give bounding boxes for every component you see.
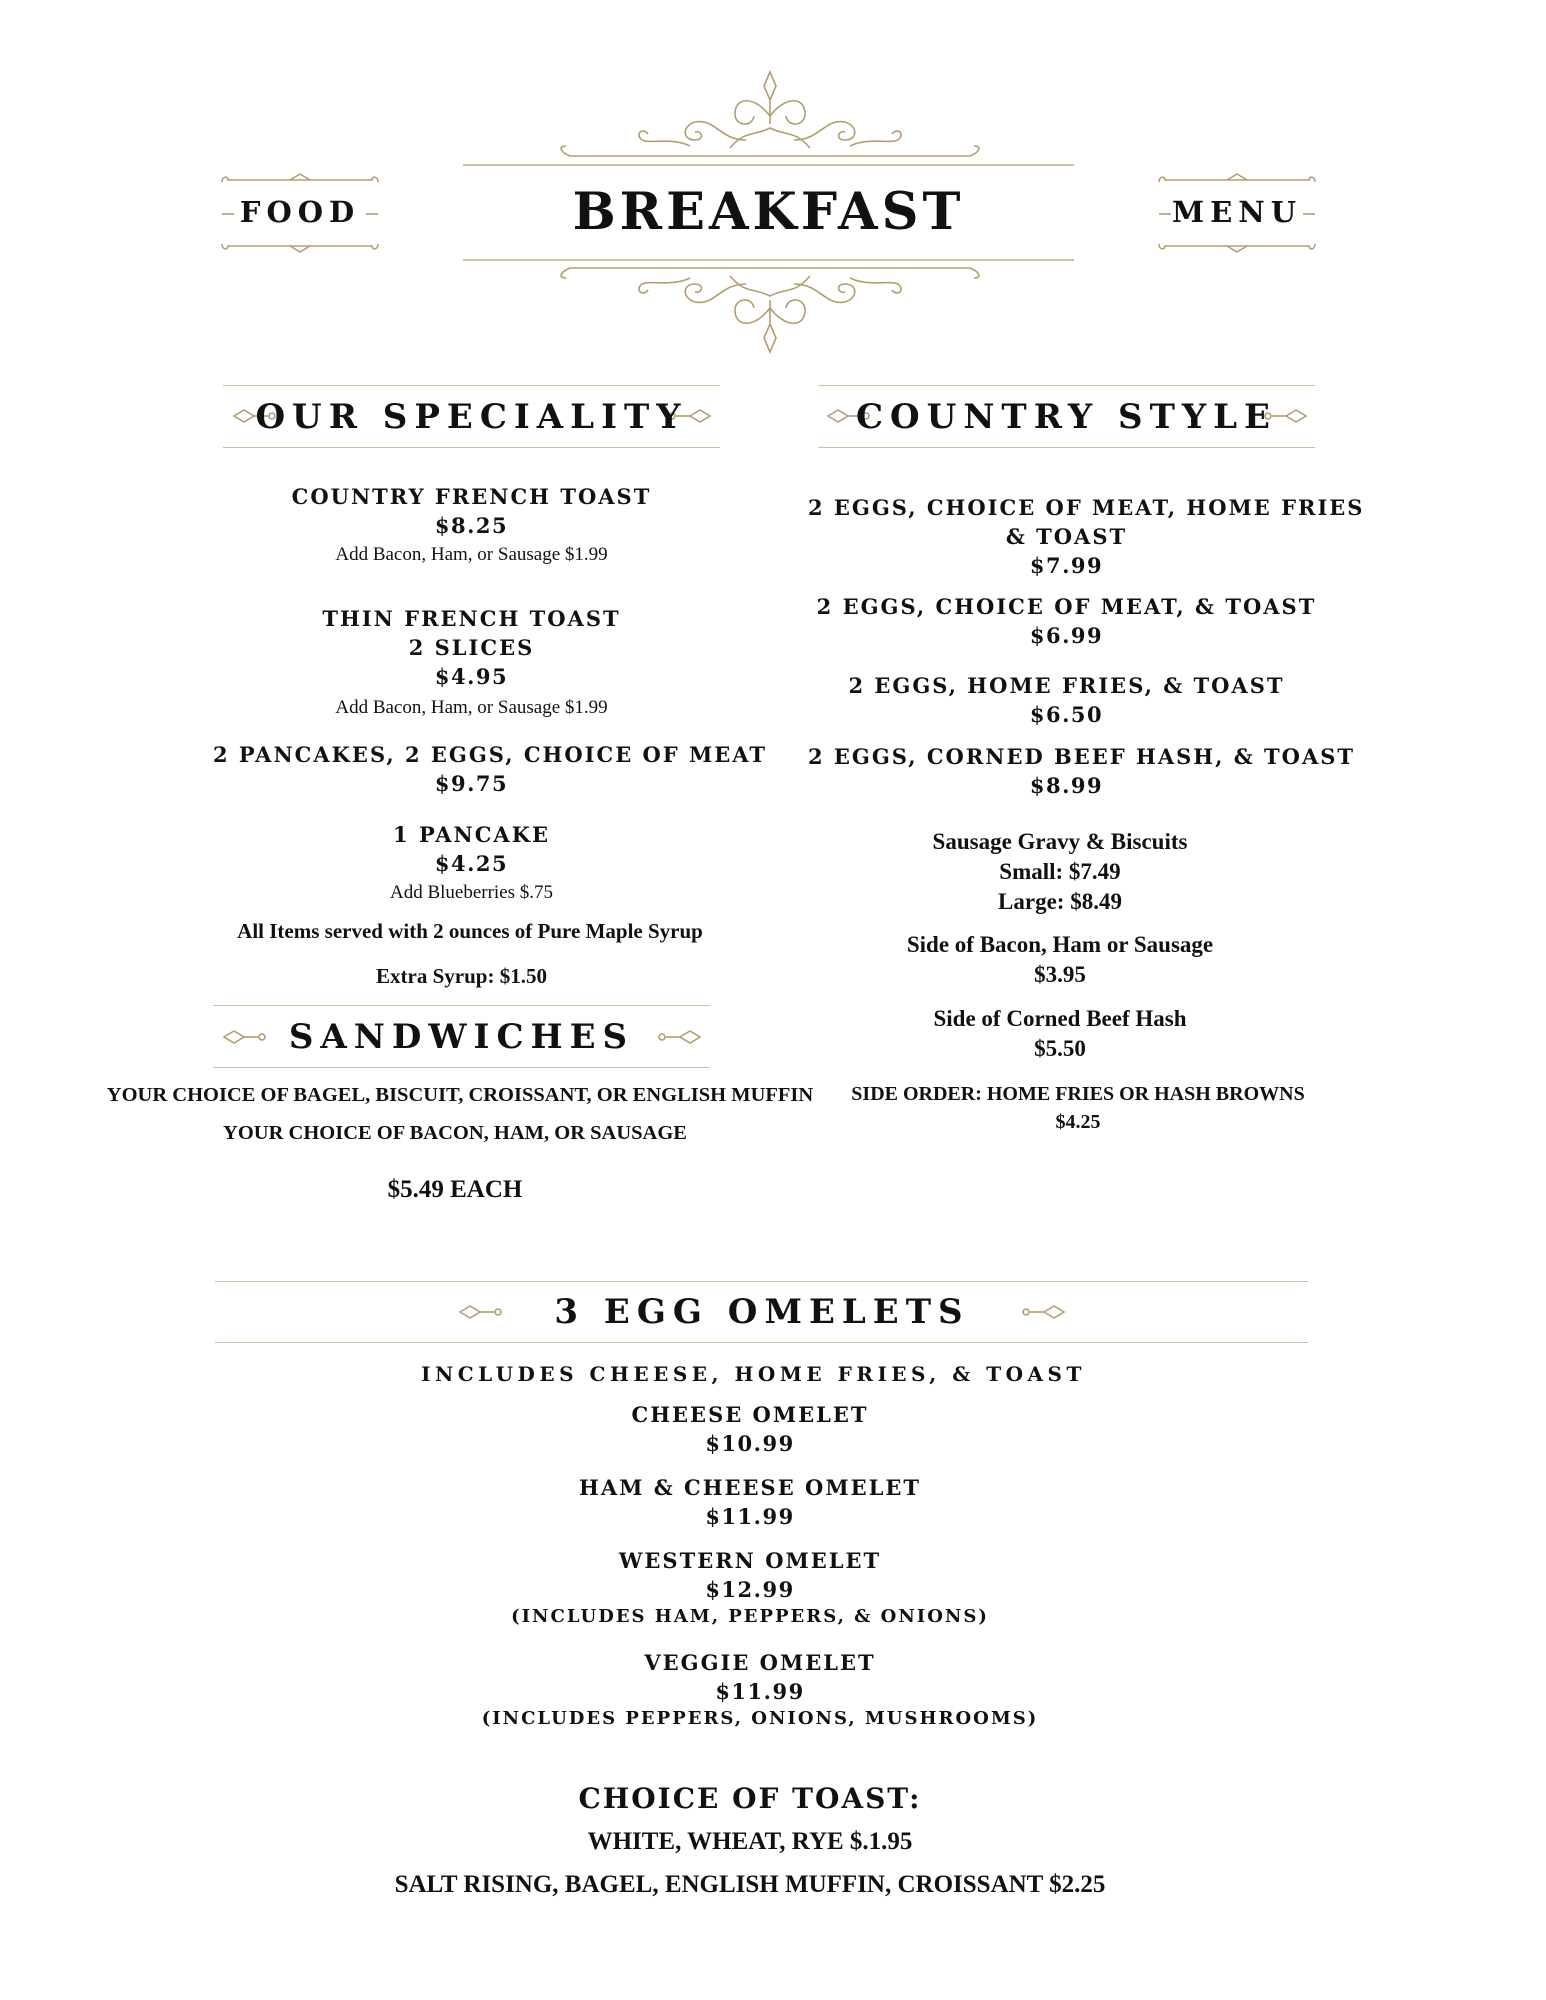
item-sub: 2 SLICES — [408, 635, 535, 660]
item-name: Side of Corned Beef Hash — [933, 1006, 1187, 1031]
title-top-rule — [463, 164, 1074, 166]
item-price: $3.95 — [1034, 962, 1086, 987]
item-price-large: Large: $8.49 — [998, 889, 1122, 914]
item-price: $6.50 — [1029, 702, 1104, 727]
item-note: Add Bacon, Ham, or Sausage $1.99 — [335, 697, 608, 718]
item-note: Add Bacon, Ham, or Sausage $1.99 — [335, 544, 608, 565]
item-price: $4.95 — [434, 664, 509, 689]
country-bottom-rule — [818, 447, 1315, 448]
item-name: COUNTRY FRENCH TOAST — [291, 484, 652, 509]
item-name: THIN FRENCH TOAST — [322, 606, 621, 631]
item-name: Sausage Gravy & Biscuits — [932, 829, 1188, 854]
country-item — [808, 592, 1325, 650]
sandwiches-title: SANDWICHES — [288, 1017, 635, 1057]
item-price: $5.50 — [1034, 1036, 1086, 1061]
speciality-item — [223, 820, 720, 906]
item-name: 2 EGGS, CHOICE OF MEAT, & TOAST — [816, 594, 1317, 619]
omelet-item — [480, 1648, 1040, 1732]
country-top-rule — [818, 385, 1315, 386]
item-price: $10.99 — [705, 1431, 795, 1456]
item-price-small: Small: $7.49 — [999, 859, 1121, 884]
sandwiches-top-rule — [213, 1005, 710, 1006]
country-item — [808, 671, 1325, 729]
top-filigree-ornament — [530, 66, 1010, 166]
speciality-item — [223, 604, 720, 721]
item-price: $11.99 — [705, 1504, 795, 1529]
item-price: $11.99 — [715, 1679, 805, 1704]
omelets-bottom-rule — [215, 1342, 1308, 1343]
item-name: 2 PANCAKES, 2 EGGS, CHOICE OF MEAT — [213, 742, 768, 767]
speciality-item — [223, 482, 720, 568]
item-price: $6.99 — [1029, 623, 1104, 648]
item-name: 1 PANCAKE — [393, 822, 550, 847]
item-price: $4.25 — [1055, 1111, 1101, 1133]
side-hash-item — [880, 1004, 1240, 1064]
country-item — [808, 742, 1356, 800]
item-name: 2 EGGS, CORNED BEEF HASH, & TOAST — [808, 744, 1356, 769]
omelets-top-rule — [215, 1281, 1308, 1282]
food-label: FOOD — [239, 195, 361, 229]
toast-specialty-options: SALT RISING, BAGEL, ENGLISH MUFFIN, CROISSANT $2.25 — [394, 1871, 1106, 1898]
omelet-item — [520, 1473, 980, 1531]
speciality-bottom-rule — [223, 447, 720, 448]
syrup-note: All Items served with 2 ounces of Pure Maple Syrup — [237, 919, 703, 943]
item-name: 2 EGGS, HOME FRIES, & TOAST — [848, 673, 1285, 698]
side-order-item — [832, 1080, 1324, 1136]
item-name: SIDE ORDER: HOME FRIES OR HASH BROWNS — [851, 1083, 1305, 1105]
speciality-item — [213, 740, 768, 798]
item-name: WESTERN OMELET — [618, 1548, 882, 1573]
item-name: HAM & CHEESE OMELET — [579, 1475, 921, 1500]
country-item — [808, 493, 1365, 580]
toast-standard-options: WHITE, WHEAT, RYE $.1.95 — [587, 1828, 913, 1855]
item-name-line2: & TOAST — [1005, 524, 1128, 549]
item-price: $7.99 — [1029, 553, 1104, 578]
menu-label: MENU — [1171, 195, 1302, 229]
item-name: Side of Bacon, Ham or Sausage — [906, 932, 1214, 957]
sandwich-meat-choice: YOUR CHOICE OF BACON, HAM, OR SAUSAGE — [223, 1122, 687, 1144]
omelet-item — [520, 1400, 980, 1458]
toast-title: CHOICE OF TOAST: — [578, 1782, 922, 1815]
item-price: $8.99 — [1029, 773, 1104, 798]
country-title: COUNTRY STYLE — [856, 397, 1277, 437]
omelets-includes: INCLUDES CHEESE, HOME FRIES, & TOAST — [421, 1362, 1086, 1386]
item-note: Add Blueberries $.75 — [389, 882, 554, 903]
page-title: BREAKFAST — [572, 182, 965, 242]
omelets-title: 3 EGG OMELETS — [554, 1292, 970, 1332]
item-name-line1: 2 EGGS, CHOICE OF MEAT, HOME FRIES — [808, 495, 1365, 520]
gravy-biscuits-item — [880, 827, 1240, 917]
sandwich-bread-choice: YOUR CHOICE OF BAGEL, BISCUIT, CROISSANT, OR ENGLISH MUFFIN — [106, 1084, 814, 1106]
item-price: $8.25 — [434, 513, 509, 538]
omelets-left-flourish — [458, 1302, 504, 1322]
item-price: $12.99 — [705, 1577, 795, 1602]
item-note: (INCLUDES PEPPERS, ONIONS, MUSHROOMS) — [481, 1708, 1039, 1729]
item-price: $9.75 — [434, 771, 509, 796]
item-note: (INCLUDES HAM, PEPPERS, & ONIONS) — [511, 1606, 989, 1627]
speciality-top-rule — [223, 385, 720, 386]
omelets-right-flourish — [1020, 1302, 1066, 1322]
omelet-item — [480, 1546, 1020, 1630]
item-price: $4.25 — [434, 851, 509, 876]
sandwiches-bottom-rule — [213, 1067, 710, 1068]
item-name: CHEESE OMELET — [631, 1402, 869, 1427]
speciality-title: OUR SPECIALITY — [255, 397, 688, 437]
extra-syrup-price: Extra Syrup: $1.50 — [376, 964, 547, 988]
item-name: VEGGIE OMELET — [644, 1650, 876, 1675]
side-meat-item — [850, 930, 1270, 990]
sandwich-price: $5.49 EACH — [387, 1176, 523, 1203]
bottom-filigree-ornament — [530, 258, 1010, 358]
